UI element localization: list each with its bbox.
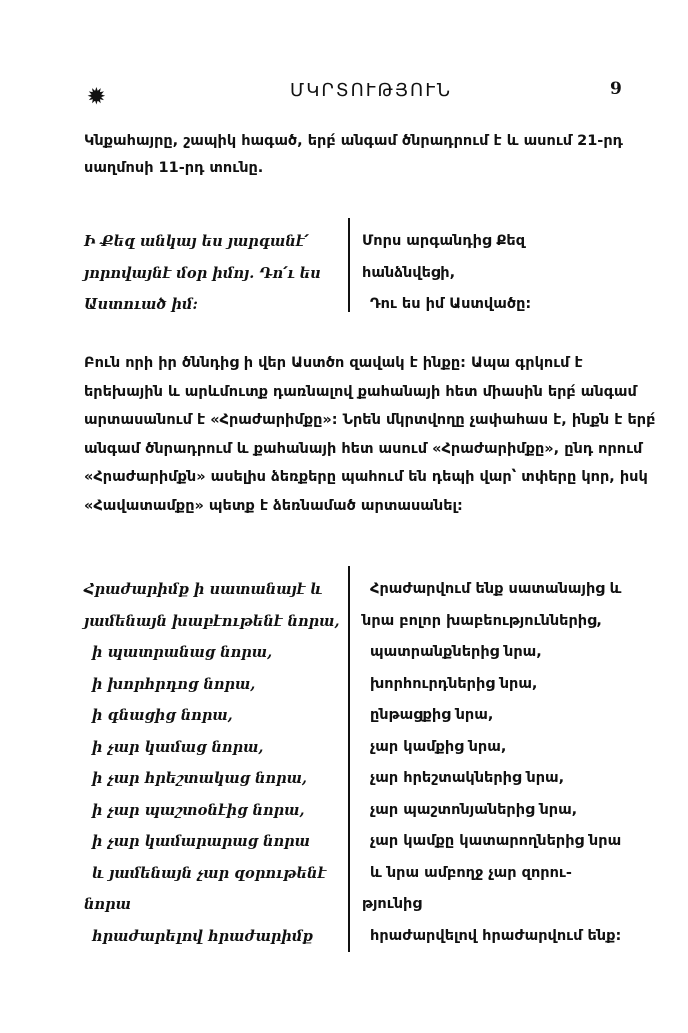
verse-line: խորհուրդներից նրա,	[370, 675, 538, 692]
intro-paragraph	[84, 128, 640, 182]
verse1-modern-column	[362, 226, 634, 321]
running-title: ՄԿՐՏՈՒԹՅՈՒՆ	[290, 80, 452, 101]
verse-line: Մորս արգանդից Քեզ	[362, 233, 526, 249]
verse-line: ի գնացից նորա,	[92, 707, 233, 724]
text-line: Բուն որի իր ծննդից ի վեր Աստծո զավակ է ինքը: Ապա գրկում է	[84, 355, 583, 371]
column-divider	[348, 566, 350, 952]
verse-line: հանձնվեցի,	[362, 264, 456, 281]
verse1-classical-column	[84, 226, 346, 321]
page-number: 9	[610, 79, 622, 99]
verse-line: պատրանքներից նրա,	[370, 644, 542, 660]
verse-line: ի պատրանաց նորա,	[92, 644, 273, 661]
text-line: արտասանում է «Հրաժարիմքը»: Նրեն մկրտվողը չափահաս է, ինքն է երբ́	[84, 412, 656, 428]
text-line: «Հրաժարիմքն» ասելիս ձեռքերը պահում են դեպի վար՝ տփերը կոր, իսկ	[84, 469, 648, 485]
verse-line: չար կամքից նրա,	[370, 738, 507, 755]
verse-line: Ի Քեզ անկայ ես յարգանէ՛	[84, 233, 309, 250]
verse-line: ի չար կամարարաց նորա	[92, 833, 310, 850]
verse-line: և նրա ամբողջ չար զորու-	[370, 864, 572, 881]
verse-line: չար կամքը կատարողներից նրա	[370, 833, 622, 849]
verse-line: Հրաժարիմք ի սատանայէ և	[84, 581, 323, 598]
verse-line: ի խորհրդոց նորա,	[92, 675, 256, 693]
verse-line: յամենայն խաբէութենէ նորա,	[84, 612, 340, 630]
verse-line: ի չար հրեշտակաց նորա,	[92, 770, 307, 787]
verse-line: և յամենայն չար զօրութենէ	[92, 864, 327, 882]
verse2-classical-column	[84, 574, 346, 952]
verse-line: հրաժարվելով հրաժարվում ենք:	[370, 927, 622, 944]
verse-line: ընթացքից նրա,	[370, 707, 494, 723]
verse-line: չար հրեշտակներից նրա,	[370, 770, 565, 786]
verse-line: Դու ես իմ Աստվածը:	[370, 296, 532, 312]
verse-line: ի չար պաշտօնէից նորա,	[92, 801, 305, 819]
verse-line: Աստուած իմ:	[84, 296, 198, 313]
text-line: անգամ ծնրադրում և քահանայի հետ ասում «Հրաժարիմքը», ընդ որում	[84, 440, 643, 457]
text-line: «Հավատամքը» պետք է ձեռնամած արտասանել:	[84, 497, 463, 514]
column-divider	[348, 218, 350, 312]
text-line: սաղմոսի 11-րդ տունը.	[84, 160, 264, 176]
body-paragraph	[84, 349, 656, 520]
verse-line: յորովայնէ մօր իմոյ. Դո՛ւ ես	[84, 264, 321, 282]
verse-line: չար պաշտոնյաներից նրա,	[370, 801, 578, 818]
ornament-star-icon: ✹	[88, 84, 105, 108]
text-line: երեխային և արևմուտք դառնալով քահանայի հետ միասին երբ́ անգամ	[84, 383, 637, 400]
verse-line: նորա	[84, 896, 131, 913]
verse-line: թյունից	[362, 896, 422, 912]
verse-line: հրաժարելով հրաժարիմք	[92, 927, 313, 945]
verse-line: ի չար կամաց նորա,	[92, 738, 264, 756]
text-line: Կնքահայրը, շապիկ հագած, երբ́ անգամ ծնրադրում է և ասում 21-րդ	[84, 133, 623, 149]
verse2-modern-column	[362, 574, 634, 952]
verse-line: Հրաժարվում ենք սատանայից և	[370, 581, 622, 597]
verse-line: նրա բոլոր խաբեություններից,	[362, 612, 602, 629]
